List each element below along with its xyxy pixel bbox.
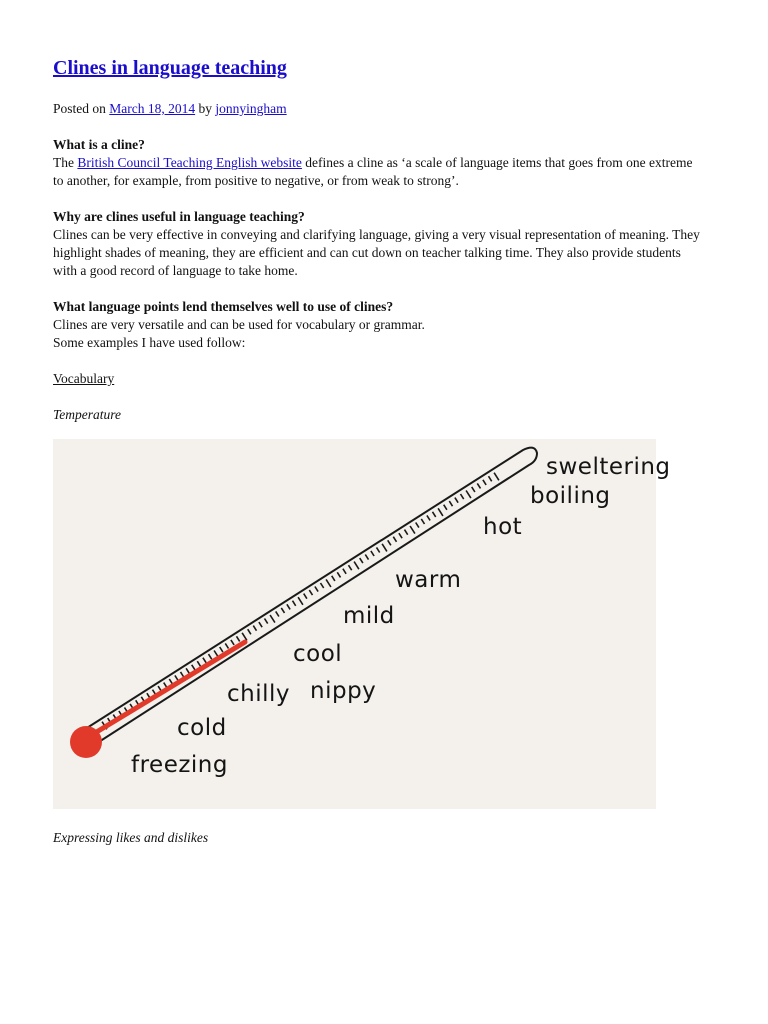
thermometer-tick [332,576,335,581]
thermometer-tick [287,604,290,609]
likes-dislikes-label: Expressing likes and dislikes [53,830,209,845]
thermometer-tick [382,544,387,552]
thermometer-drawing [53,439,671,809]
thermometer-tick [461,494,464,499]
thermometer-tick [472,487,475,492]
which-line-2: Some examples I have used follow: [53,335,246,350]
post-date-link[interactable]: March 18, 2014 [109,101,196,116]
thermometer-tick [315,587,318,592]
thermometer-tick [365,555,368,560]
heading-why-useful: Why are clines useful in language teaching? [53,209,305,224]
thermometer-tick [489,476,492,481]
what-text-after: defines a cline as ‘a scale of language items that goes from one extreme to another, for example, from positive to negative, or from weak to strong’. [53,155,693,188]
thermometer-tick [410,526,415,534]
thermometer-tick [405,530,408,535]
thermometer-tick [494,473,499,481]
thermometer-cline-image [53,439,671,809]
heading-language-points: What language points lend themselves well to use of clines? [53,299,394,314]
thermometer-tick [349,565,352,570]
thermometer-tick [209,654,212,659]
thermometer-tick [265,619,268,624]
thermometer-tick [444,505,447,510]
word-sweltering: sweltering [546,454,671,480]
word-hot: hot [483,514,523,540]
thermometer-tick [231,640,234,645]
thermometer-tick [181,672,184,677]
thermometer-tick [438,508,443,516]
word-chilly: chilly [227,681,291,707]
thermometer-tick [309,590,312,595]
section-what [53,136,703,190]
temperature-label: Temperature [53,407,122,422]
thermometer-tick [192,665,195,670]
thermometer-tick [321,583,324,588]
thermometer-tick [248,629,251,634]
thermometer-tick [270,615,275,623]
thermometer-tick [237,636,240,641]
word-boiling: boiling [530,483,611,509]
word-cool: cool [293,641,343,667]
which-line-1: Clines are very versatile and can be used for vocabulary or grammar. [53,317,425,332]
word-warm: warm [395,567,462,593]
thermometer-tick [354,562,359,570]
why-text: Clines can be very effective in conveying and clarifying language, giving a very visual representation of meaning. They highlight shades of meaning, they are efficient and can cut down on teacher talking time. They also provide students with a good record of language to take home. [53,227,700,278]
post-title[interactable]: Clines in language teaching [53,57,287,79]
post-meta [53,101,287,117]
thermometer-tick [466,491,471,499]
thermometer-tick [399,533,402,538]
word-freezing: freezing [131,752,228,778]
thermometer-tick [371,551,374,556]
what-text-before: The [53,155,74,170]
thermometer-tick [421,519,424,524]
thermometer-tick [304,594,307,599]
thermometer-tick [483,480,486,485]
thermometer-tick [281,608,284,613]
thermometer-tick [276,611,279,616]
thermometer-tick [427,515,430,520]
thermometer-tick [259,622,262,627]
word-nippy: nippy [310,678,377,704]
thermometer-bulb [70,726,102,758]
section-why [53,208,703,280]
thermometer-tick [253,626,256,631]
section-which [53,298,703,352]
thermometer-tick [225,643,228,648]
thermometer-tick [343,569,346,574]
author-link[interactable]: jonnyingham [215,101,287,116]
thermometer-tick [416,523,419,528]
thermometer-tick [298,597,303,605]
thermometer-tick [360,558,363,563]
thermometer-tick [242,633,247,641]
heading-what-is-cline: What is a cline? [53,137,145,152]
thermometer-tick [455,498,458,503]
thermometer-tick [388,540,391,545]
thermometer-tick [337,572,340,577]
thermometer-tick [477,483,480,488]
posted-on-label: Posted on [53,101,106,116]
thermometer-tick [393,537,396,542]
thermometer-tick [293,601,296,606]
thermometer-tick [449,501,452,506]
thermometer-tick [175,675,178,680]
thermometer-tick [197,661,200,666]
thermometer-tick [326,579,331,587]
by-label: by [198,101,212,116]
thermometer-tick [433,512,436,517]
word-mild: mild [343,603,395,629]
vocabulary-label: Vocabulary [53,371,115,386]
thermometer-tick [377,547,380,552]
word-cold: cold [177,715,227,741]
british-council-link[interactable]: British Council Teaching English website [77,155,302,170]
thermometer-tick [203,658,206,663]
thermometer-tick [220,647,223,652]
